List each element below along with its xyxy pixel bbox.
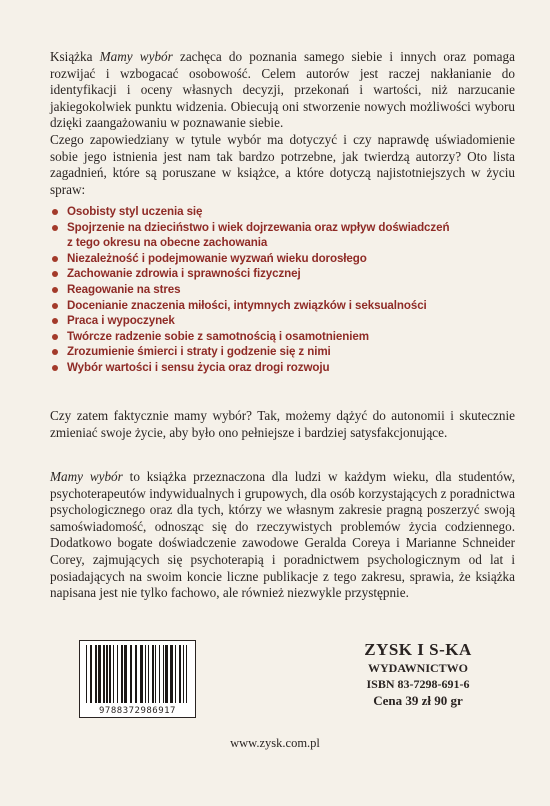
audience-paragraph — [50, 469, 515, 602]
barcode-bar — [159, 645, 160, 703]
intro-body: zachęca do poznania samego siebie i innych oraz pomaga rozwijać i wzbogacać osobowość. Celem autorów jest raczej nakłanianie do identyfikacji i oceny własnych decyzji, przekonań i wartości, niż narzucanie jakiegokolwiek punktu widzenia. Obiecują oni stworzenie nowych możliwości wyboru dzięki zaangażowaniu w poznawanie siebie. — [50, 49, 515, 131]
barcode-bar — [183, 645, 184, 703]
autonomy-text: Czy zatem faktycznie mamy wybór? Tak, możemy dążyć do autonomii i skutecznie zmieniać swoje życie, aby było ono pełniejsze i bardziej satysfakcjonujące. — [50, 408, 515, 440]
isbn-barcode — [79, 640, 196, 718]
barcode-bar — [186, 645, 187, 703]
barcode-bar — [103, 645, 105, 703]
barcode-bar — [86, 645, 87, 703]
topic-item — [50, 313, 520, 329]
topic-label: Spojrzenie na dzieciństwo i wiek dojrzewania oraz wpływ doświadczeń — [67, 220, 450, 234]
bullet-icon — [52, 365, 58, 371]
topic-list — [50, 204, 520, 376]
barcode-bar — [165, 645, 168, 703]
topic-label: Twórcze radzenie sobie z samotnością i osamotnieniem — [67, 329, 369, 343]
barcode-bar — [95, 645, 97, 703]
isbn-number: ISBN 83-7298-691-6 — [366, 677, 470, 691]
topic-item — [50, 344, 520, 360]
book-title-italic: Mamy wybór — [99, 49, 173, 64]
topic-label: Zachowanie zdrowia i sprawności fizycznej — [67, 267, 301, 281]
intro-paragraph-1 — [50, 49, 515, 132]
topic-label: Praca i wypoczynek — [67, 314, 175, 328]
barcode-bar — [98, 645, 101, 703]
autonomy-paragraph — [50, 408, 515, 441]
intro-lead: Książka — [50, 49, 100, 64]
topic-item — [50, 329, 520, 345]
barcode-bar — [140, 645, 143, 703]
barcode-bar — [145, 645, 146, 703]
barcode-bar — [113, 645, 114, 703]
bullet-icon — [52, 303, 58, 309]
bullet-icon — [52, 287, 58, 293]
publisher-name: ZYSK I S-KA — [364, 640, 472, 659]
topic-label: Reagowanie na stres — [67, 282, 181, 296]
barcode-bar — [124, 645, 127, 703]
publisher-subtitle: WYDAWNICTWO — [367, 661, 468, 675]
barcode-bar — [109, 645, 111, 703]
topic-label: Niezależność i podejmowanie wyzwań wieku dorosłego — [67, 251, 367, 265]
barcode-bar — [155, 645, 156, 703]
barcode-bar — [179, 645, 181, 703]
barcode-bar — [121, 645, 123, 703]
topic-item — [50, 266, 520, 282]
barcode-digits: 9788372986917 — [99, 706, 176, 716]
audience-text — [50, 469, 515, 602]
topic-label: Zrozumienie śmierci i straty i godzenie się z nimi — [67, 345, 331, 359]
bullet-icon — [52, 225, 58, 231]
intro-text — [50, 49, 515, 198]
book-title-italic-2: Mamy wybór — [50, 469, 123, 484]
topic-label: Osobisty styl uczenia się — [67, 205, 203, 218]
publisher-website: www.zysk.com.pl — [230, 736, 320, 750]
barcode-bar — [90, 645, 92, 703]
barcode-bar — [106, 645, 108, 703]
audience-body: to książka przeznaczona dla ludzi w każdym wieku, dla studentów, psychoterapeutów indywidualnych i grupowych, dla osób korzystających z poradnictwa psychologicznego oraz dla tych, którzy we własnym zakresie pragną poszerzyć swoją samoświadomość, odnosząc się do rzeczywistych problemów życia codziennego. Dodatkowo bogate doświadczenie zawodowe Geralda Coreya i Marianne Schneider Corey, zajmujących się psychoterapią i poradnictwem psychologicznym od lat i posiadających na swoim koncie liczne publikacje z tego zakresu, sprawia, że książka napisana jest nie tylko fachowo, ale również niezwykle przystępnie. — [50, 469, 515, 601]
bullet-icon — [52, 209, 58, 215]
topic-item — [50, 282, 520, 298]
topic-item — [50, 298, 520, 314]
bullet-icon — [52, 349, 58, 355]
intro-paragraph-2: Czego zapowiedziany w tytule wybór ma dotyczyć i czy naprawdę uświadomienie sobie jego istnienia jest nam tak bardzo potrzebne, jak twierdzą autorzy? Oto lista zagadnień, które są poruszane w książce, a które dotyczą najistotniejszych w życiu spraw: — [50, 131, 515, 197]
topic-item — [50, 251, 520, 267]
bullet-icon — [52, 271, 58, 277]
barcode-bar — [148, 645, 149, 703]
barcode-bar — [117, 645, 118, 703]
topic-item — [50, 360, 520, 376]
barcode-bar — [175, 645, 176, 703]
barcode-bar — [163, 645, 164, 703]
topic-label-continued: z tego okresu na obecne zachowania — [67, 236, 268, 250]
barcode-bar — [135, 645, 137, 703]
topic-label: Wybór wartości i sensu życia oraz drogi rozwoju — [67, 360, 330, 374]
bullet-icon — [52, 256, 58, 262]
topic-item — [50, 220, 520, 251]
bullet-icon — [52, 318, 58, 324]
topic-label: Docenianie znaczenia miłości, intymnych związków i seksualności — [67, 298, 427, 312]
publisher-block — [353, 640, 483, 709]
bullet-icon — [52, 334, 58, 340]
barcode-bar — [170, 645, 173, 703]
barcode-bar — [152, 645, 154, 703]
barcode-bars — [80, 641, 195, 705]
price-label: Cena 39 zł 90 gr — [373, 693, 463, 708]
barcode-bar — [130, 645, 132, 703]
topic-item — [50, 204, 520, 220]
